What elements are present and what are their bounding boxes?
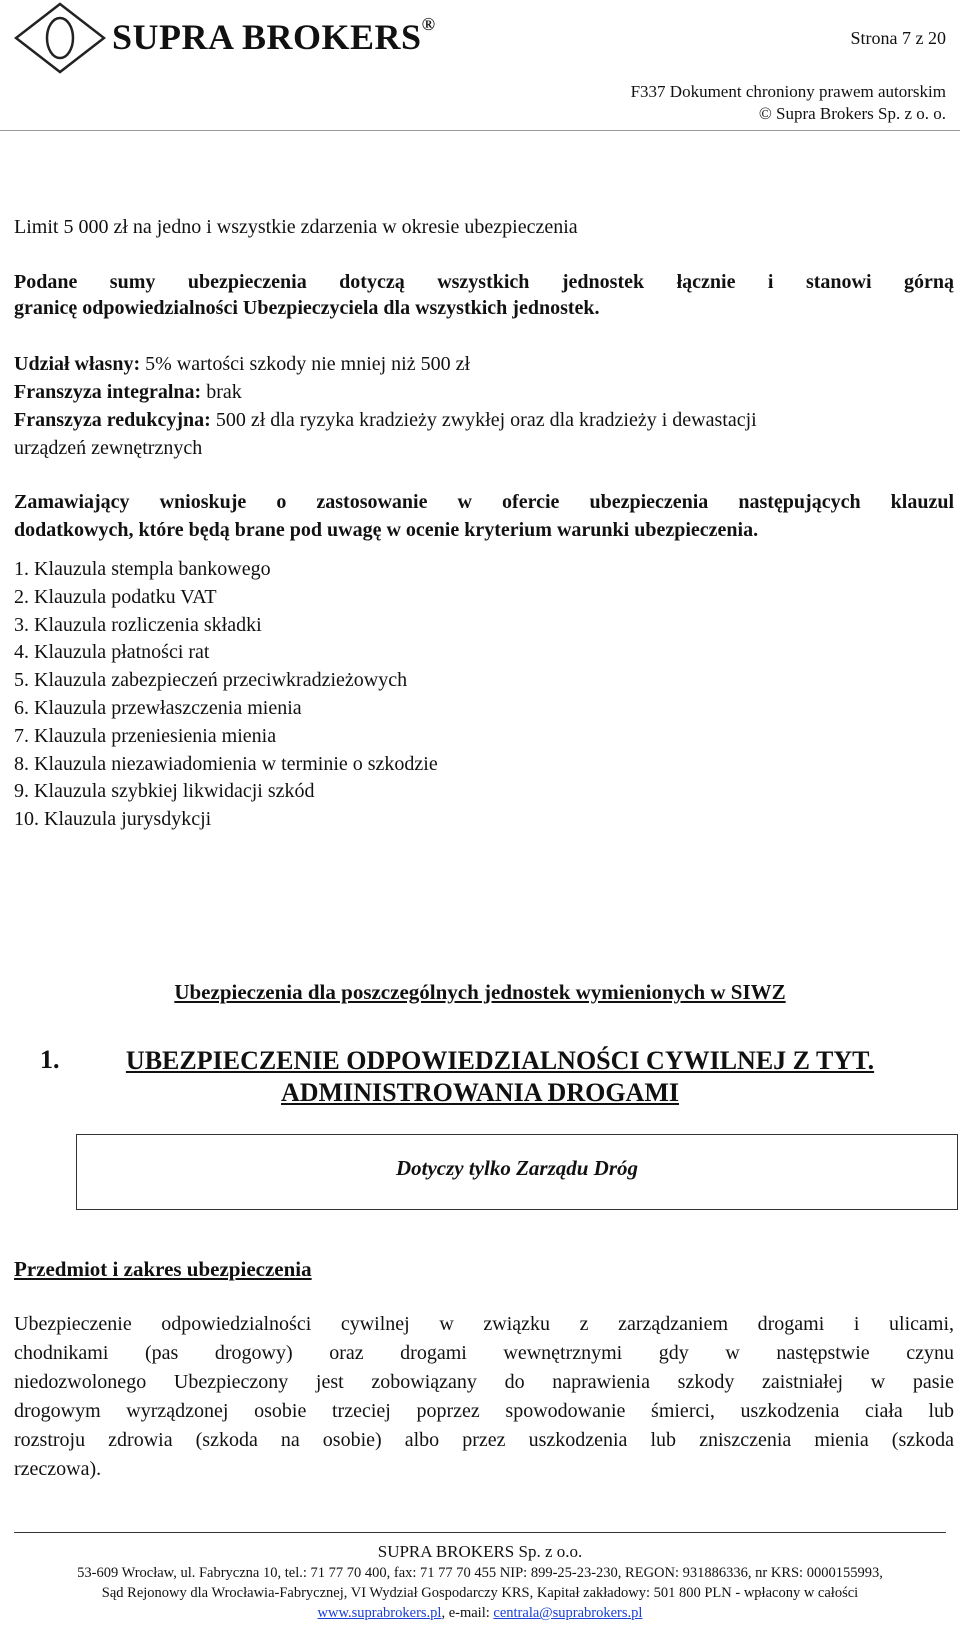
list-item: 10. Klauzula jurysdykcji: [14, 808, 212, 831]
footer-contacts: www.suprabrokers.pl, e-mail: centrala@suprabrokers.pl: [317, 1605, 643, 1621]
email-link[interactable]: centrala@suprabrokers.pl: [493, 1605, 643, 1621]
page-number: Strona 7 z 20: [850, 28, 946, 48]
sums-note-line1: Podane sumy ubezpieczenia dotyczą wszystkich jednostek łącznie i stanowi górną: [14, 271, 954, 293]
list-item: 1. Klauzula stempla bankowego: [14, 558, 271, 580]
units-title: Ubezpieczenia dla poszczególnych jednostek wymienionych w SIWZ: [174, 980, 786, 1004]
body-line: Ubezpieczenie odpowiedzialności cywilnej w związku z zarządzaniem drogami i ulicami,: [14, 1313, 954, 1335]
copyright-owner: © Supra Brokers Sp. z o. o.: [758, 104, 946, 123]
list-item: 9. Klauzula szybkiej likwidacji szkód: [14, 780, 315, 803]
brand-name: SUPRA BROKERS®: [112, 14, 436, 57]
footer-registry: Sąd Rejonowy dla Wrocławia-Fabrycznej, VI Wydział Gospodarczy KRS, Kapitał zakładowy: 501 800 PLN - wpłacony w całości: [101, 1585, 859, 1601]
list-item: 2. Klauzula podatku VAT: [14, 585, 217, 608]
header-divider: [0, 130, 960, 131]
subject-heading: Przedmiot i zakres ubezpieczenia: [14, 1257, 312, 1281]
list-item: 3. Klauzula rozliczenia składki: [14, 613, 262, 636]
reduction-franchise: Franszyza redukcyjna: 500 zł dla ryzyka kradzieży zwykłej oraz dla kradzieży i dewastacji: [14, 409, 757, 431]
body-line: drogowym wyrządzonej osobie trzeciej poprzez spowodowanie śmierci, uszkodzenia ciała lub: [14, 1400, 954, 1422]
list-item: 5. Klauzula zabezpieczeń przeciwkradzieżowych: [14, 669, 408, 692]
list-item: 6. Klauzula przewłaszczenia mienia: [14, 696, 302, 719]
list-item: 4. Klauzula płatności rat: [14, 641, 210, 664]
body-line: niedozwolonego Ubezpieczony jest zobowiązany do naprawienia szkody zaistniałej w pasie: [14, 1371, 954, 1393]
body-line: rozstroju zdrowia (szkoda na osobie) albo przez uszkodzenia lub zniszczenia mienia (szkoda: [14, 1429, 954, 1451]
footer-address: 53-609 Wrocław, ul. Fabryczna 10, tel.: 71 77 70 400, fax: 71 77 70 455 NIP: 899-25-23-230, REGON: 931886336, nr KRS: 0000155993,: [77, 1565, 883, 1581]
integral-franchise: Franszyza integralna: brak: [14, 381, 242, 403]
sums-note-line2: granicę odpowiedzialności Ubezpieczyciela dla wszystkich jednostek.: [14, 297, 600, 319]
reduction-franchise-cont: urządzeń zewnętrznych: [14, 437, 203, 459]
list-item: 7. Klauzula przeniesienia mienia: [14, 724, 277, 747]
limit-line: Limit 5 000 zł na jedno i wszystkie zdarzenia w okresie ubezpieczenia: [14, 216, 578, 238]
section-number: 1.: [40, 1045, 60, 1074]
clauses-list: [14, 556, 438, 834]
clauses-intro-line1: Zamawiający wnioskuje o zastosowanie w ofercie ubezpieczenia następujących klauzul: [14, 491, 954, 513]
supra-brokers-logo: [14, 2, 106, 74]
clauses-intro-line2: dodatkowych, które będą brane pod uwagę w ocenie kryterium warunki ubezpieczenia.: [14, 519, 759, 541]
website-link[interactable]: www.suprabrokers.pl: [317, 1605, 442, 1621]
body-line: chodnikami (pas drogowy) oraz drogami wewnętrznymi gdy w następstwie czynu: [14, 1342, 954, 1364]
section-title: UBEZPIECZENIE ODPOWIEDZIALNOŚCI CYWILNEJ Z TYT. ADMINISTROWANIA DROGAMI: [125, 1046, 875, 1107]
footer-company: SUPRA BROKERS Sp. z o.o.: [377, 1542, 583, 1561]
copyright-notice: F337 Dokument chroniony prawem autorskim: [630, 82, 946, 101]
footer-divider: [14, 1532, 946, 1533]
scope-note-text: Dotyczy tylko Zarządu Dróg: [395, 1156, 639, 1180]
own-share: Udział własny: 5% wartości szkody nie mniej niż 500 zł: [14, 353, 471, 375]
body-line: rzeczowa).: [14, 1458, 102, 1480]
list-item: 8. Klauzula niezawiadomienia w terminie o szkodzie: [14, 752, 438, 775]
subject-body: [14, 1310, 954, 1484]
